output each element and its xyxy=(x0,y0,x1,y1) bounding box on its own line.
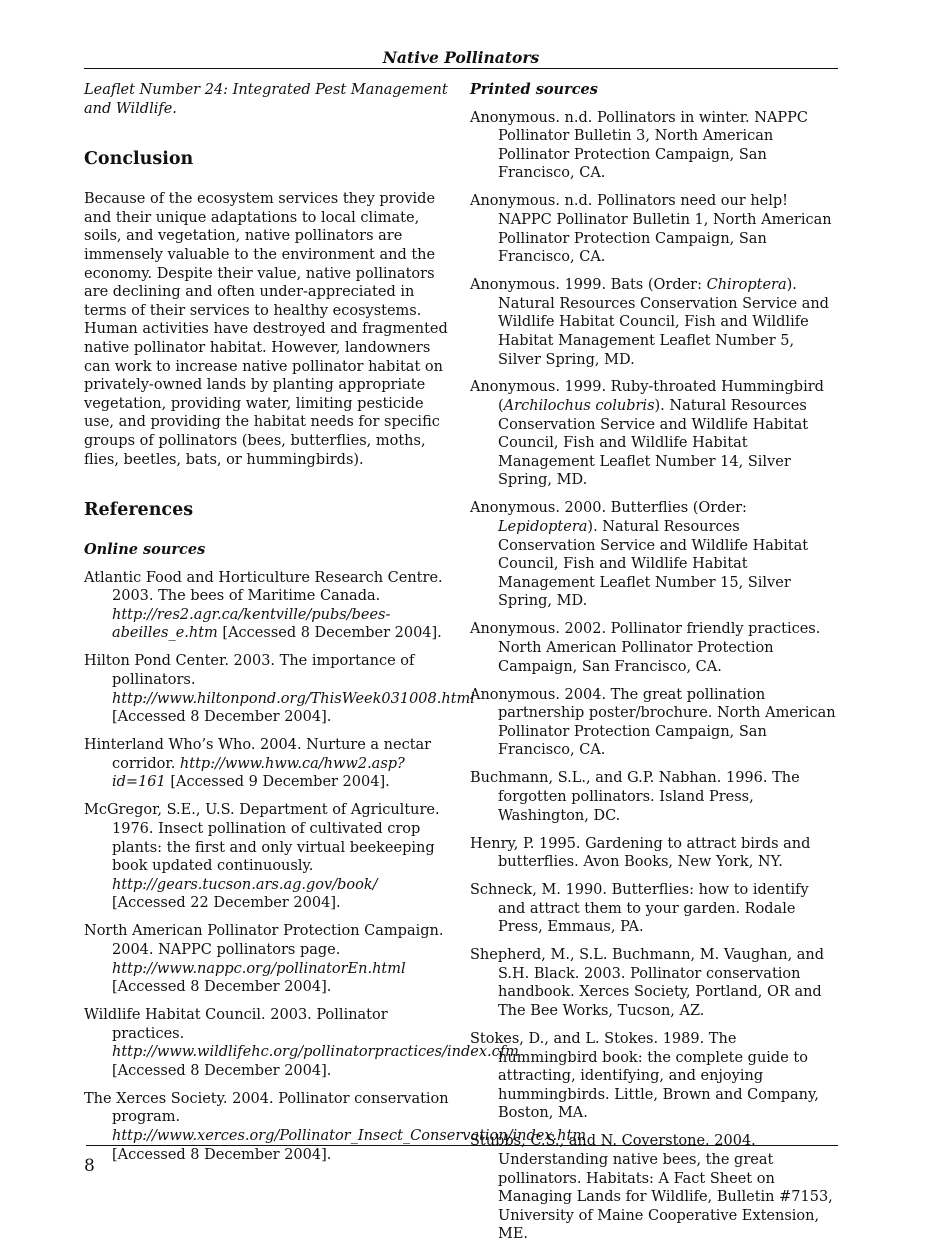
reference-item: Schneck, M. 1990. Butterflies: how to identify and attract them to your garden. Rodale Press, Emmaus, PA. xyxy=(470,882,809,936)
reference-item: Anonymous. 2004. The great pollination partnership poster/brochure. North American Pollinator Protection Campaign, San Francisco, CA. xyxy=(470,686,836,759)
reference-item: Anonymous. n.d. Pollinators in winter. NAPPC Pollinator Bulletin 3, North American Pollinator Protection Campaign, San Francisco, CA. xyxy=(470,109,809,182)
reference-item: Anonymous. 1999. Ruby-throated Hummingbird (Archilochus colubris). Natural Resources Conservation Service and Wildlife Habitat Council, Fish and Wildlife Habitat Management Leaflet Number 14, Silver Spring, MD. xyxy=(470,379,824,489)
reference-item: Wildlife Habitat Council. 2003. Pollinator practices. http://www.wildlifehc.org/pollinatorpractices/index.cfm [Accessed 8 December 2004]. xyxy=(84,1007,519,1079)
reference-item: McGregor, S.E., U.S. Department of Agriculture. 1976. Insect pollination of cultivated crop plants: the first and only virtual beekeeping book updated continuously. http://gears.tucson.ars.ag.gov/book/ [Accessed 22 December 2004]. xyxy=(84,802,440,912)
reference-url[interactable]: http://www.hww.ca/hww2.asp?id=161 xyxy=(112,755,405,791)
printed-sources-heading: Printed sources xyxy=(470,81,598,98)
conclusion-paragraph: Because of the ecosystem services they provide and their unique adaptations to local climate, soils, and vegetation, native pollinators are immensely valuable to the environment and the economy. Despite their value, native pollinators are declining and often under-appreciated in terms of their services to healthy ecosystems. Human activities have destroyed and fragmented native pollinator habitat. However, landowners can work to increase native pollinator habitat on privately-owned lands by planting appropriate vegetation, providing water, limiting pesticide use, and providing the habitat needs for specific groups of pollinators (bees, butterflies, moths, flies, beetles, bats, or hummingbirds). xyxy=(84,191,448,468)
reference-url[interactable]: http://gears.tucson.ars.ag.gov/book/ xyxy=(112,876,378,893)
header-rule xyxy=(84,68,838,69)
right-column xyxy=(470,81,840,1253)
references-heading: References xyxy=(84,500,194,521)
reference-item: Atlantic Food and Horticulture Research Centre. 2003. The bees of Maritime Canada. http://res2.agr.ca/kentville/pubs/bees-abeilles_e.htm [Accessed 8 December 2004]. xyxy=(84,569,443,642)
reference-item: Anonymous. 1999. Bats (Order: Chiroptera). Natural Resources Conservation Service and Wildlife Habitat Council, Fish and Wildlife Habitat Management Leaflet Number 5, Silver Spring, MD. xyxy=(470,277,829,368)
reference-item: Stubbs, C.S., and N. Coverstone. 2004. Understanding native bees, the great pollinators. Habitats: A Fact Sheet on Managing Lands for Wildlife, Bulletin #7153, University of Maine Cooperative Extension, ME. xyxy=(470,1133,833,1243)
online-sources-heading: Online sources xyxy=(84,541,206,559)
reference-item: Hilton Pond Center. 2003. The importance of pollinators. http://www.hiltonpond.org/ThisWeek031008.html [Accessed 8 December 2004]. xyxy=(84,653,475,726)
lead-paragraph: Leaflet Number 24: Integrated Pest Management and Wildlife. xyxy=(84,82,448,117)
reference-item: Buchmann, S.L., and G.P. Nabhan. 1996. The forgotten pollinators. Island Press, Washington, DC. xyxy=(470,770,800,824)
reference-item: Stokes, D., and L. Stokes. 1989. The hummingbird book: the complete guide to attracting, identifying, and enjoying hummingbirds. Little, Brown and Company, Boston, MA. xyxy=(470,1031,819,1122)
reference-item: Anonymous. n.d. Pollinators need our help! NAPPC Pollinator Bulletin 1, North American Pollinator Protection Campaign, San Francisco, CA. xyxy=(470,193,832,266)
reference-url[interactable]: http://res2.agr.ca/kentville/pubs/bees-abeilles_e.htm xyxy=(112,606,391,642)
reference-item: Henry, P. 1995. Gardening to attract birds and butterflies. Avon Books, New York, NY. xyxy=(470,835,811,871)
reference-item: Anonymous. 2002. Pollinator friendly practices. North American Pollinator Protection Campaign, San Francisco, CA. xyxy=(470,621,821,675)
footer-rule xyxy=(86,1145,838,1146)
reference-url[interactable]: http://www.xerces.org/Pollinator_Insect_Conservation/index.htm xyxy=(112,1128,587,1145)
conclusion-heading: Conclusion xyxy=(84,149,194,170)
reference-item: The Xerces Society. 2004. Pollinator conservation program. http://www.xerces.org/Pollinator_Insect_Conservation/index.htm [Accessed 8 December 2004]. xyxy=(84,1090,587,1163)
reference-url[interactable]: http://www.hiltonpond.org/ThisWeek031008.html xyxy=(112,690,475,707)
reference-item: Shepherd, M., S.L. Buchmann, M. Vaughan, and S.H. Black. 2003. Pollinator conservation handbook. Xerces Society, Portland, OR and The Bee Works, Tucson, AZ. xyxy=(470,947,825,1020)
reference-url[interactable]: http://www.nappc.org/pollinatorEn.html xyxy=(112,960,406,977)
reference-item: Hinterland Who’s Who. 2004. Nurture a nectar corridor. http://www.hww.ca/hww2.asp?id=161 [Accessed 9 December 2004]. xyxy=(84,737,432,791)
page-number: 8 xyxy=(84,1156,95,1176)
reference-item: North American Pollinator Protection Campaign. 2004. NAPPC pollinators page. http://www.nappc.org/pollinatorEn.html [Accessed 8 December 2004]. xyxy=(84,923,444,996)
reference-item: Anonymous. 2000. Butterflies (Order: Lepidoptera). Natural Resources Conservation Service and Wildlife Habitat Council, Fish and Wildlife Habitat Management Leaflet Number 15, Silver Spring, MD. xyxy=(470,500,809,610)
running-head: Native Pollinators xyxy=(382,48,540,67)
reference-url[interactable]: http://www.wildlifehc.org/pollinatorpractices/index.cfm xyxy=(112,1044,519,1061)
